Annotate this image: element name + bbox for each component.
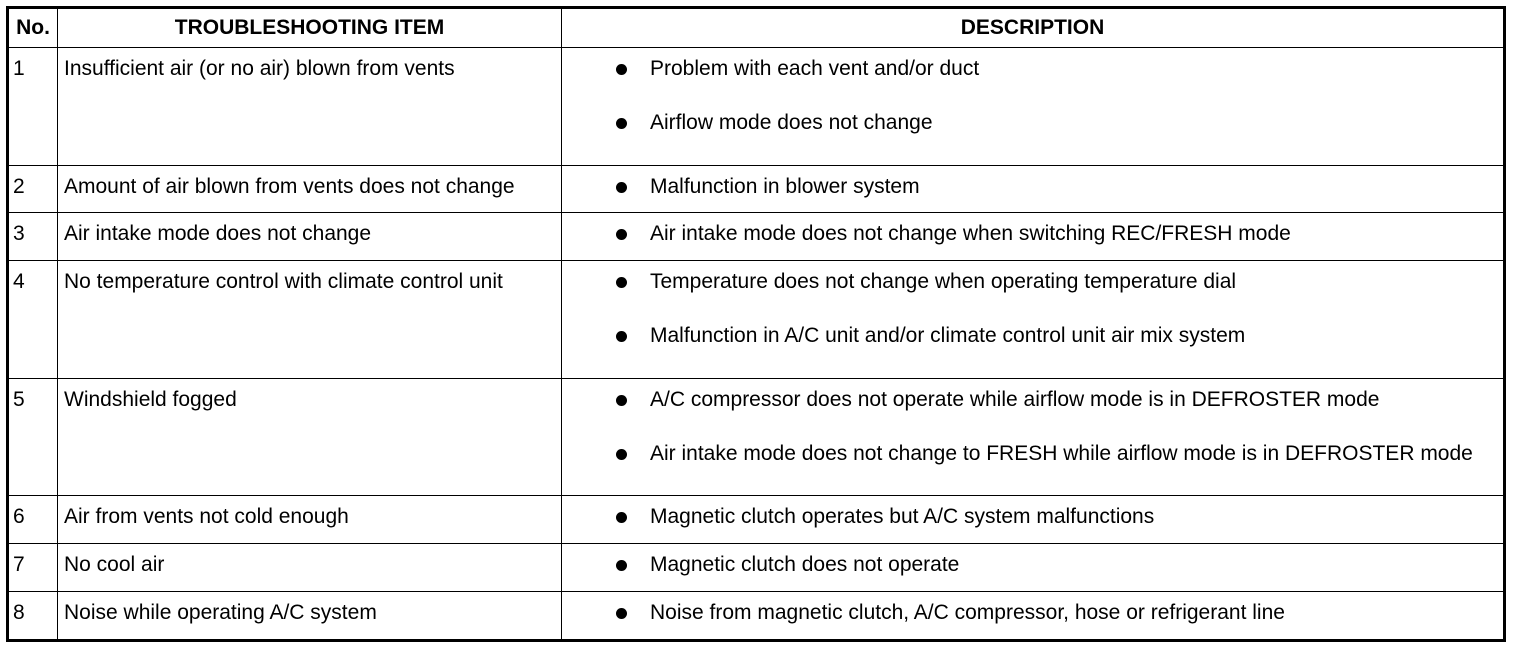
bullet-icon [616, 229, 627, 240]
description-cell [562, 48, 1505, 166]
troubleshooting-item: Air from vents not cold enough [58, 496, 562, 544]
description-cell [562, 544, 1505, 592]
table-row [8, 48, 1505, 166]
description-item [616, 54, 1497, 84]
description-item [616, 267, 1497, 297]
troubleshooting-item: No cool air [58, 544, 562, 592]
description-list [568, 267, 1497, 351]
troubleshooting-item: No temperature control with climate control unit [58, 261, 562, 379]
table-body [8, 48, 1505, 641]
description-text: Temperature does not change when operating temperature dial [650, 270, 1237, 294]
row-number: 6 [8, 496, 58, 544]
description-cell [562, 165, 1505, 213]
row-number: 1 [8, 48, 58, 166]
description-list [568, 172, 1497, 202]
bullet-icon [616, 608, 627, 619]
description-list [568, 219, 1497, 249]
description-text: Malfunction in A/C unit and/or climate control unit air mix system [650, 324, 1246, 348]
bullet-icon [616, 64, 627, 75]
description-text: Airflow mode does not change [650, 111, 933, 134]
description-text: Problem with each vent and/or duct [650, 57, 980, 80]
troubleshooting-item: Windshield fogged [58, 378, 562, 496]
bullet-icon [616, 331, 627, 342]
row-number: 7 [8, 544, 58, 592]
row-number: 2 [8, 165, 58, 213]
row-number: 8 [8, 591, 58, 640]
troubleshooting-item: Air intake mode does not change [58, 213, 562, 261]
description-list [568, 550, 1497, 580]
description-item [616, 598, 1497, 628]
description-cell [562, 496, 1505, 544]
troubleshooting-item: Insufficient air (or no air) blown from vents [58, 48, 562, 166]
description-item [616, 439, 1497, 469]
description-text: Air intake mode does not change to FRESH while airflow mode is in DEFROSTER mode [650, 441, 1473, 465]
description-item [616, 108, 1497, 138]
description-text: Noise from magnetic clutch, A/C compressor, hose or refrigerant line [650, 600, 1285, 624]
description-cell [562, 591, 1505, 640]
description-list [568, 54, 1497, 138]
table-row [8, 496, 1505, 544]
bullet-icon [616, 182, 627, 193]
bullet-icon [616, 560, 627, 571]
description-list [568, 598, 1497, 628]
description-item [616, 502, 1497, 532]
row-number: 4 [8, 261, 58, 379]
description-text: Malfunction in blower system [650, 174, 920, 198]
row-number: 3 [8, 213, 58, 261]
header-row [8, 8, 1505, 48]
description-item [616, 219, 1497, 249]
troubleshooting-item: Noise while operating A/C system [58, 591, 562, 640]
troubleshooting-table [6, 6, 1506, 642]
table-row [8, 261, 1505, 379]
header-description: DESCRIPTION [562, 8, 1505, 48]
table-row [8, 544, 1505, 592]
description-text: Magnetic clutch does not operate [650, 553, 960, 577]
header-troubleshooting-item: TROUBLESHOOTING ITEM [58, 8, 562, 48]
description-item [616, 172, 1497, 202]
bullet-icon [616, 512, 627, 523]
bullet-icon [616, 118, 627, 129]
description-text: A/C compressor does not operate while airflow mode is in DEFROSTER mode [650, 387, 1380, 411]
description-item [616, 321, 1497, 351]
troubleshooting-item: Amount of air blown from vents does not change [58, 165, 562, 213]
description-list [568, 385, 1497, 469]
description-cell [562, 213, 1505, 261]
bullet-icon [616, 277, 627, 288]
table-row [8, 591, 1505, 640]
description-text: Air intake mode does not change when switching REC/FRESH mode [650, 222, 1291, 246]
table-row [8, 165, 1505, 213]
table-row [8, 213, 1505, 261]
bullet-icon [616, 449, 627, 460]
description-list [568, 502, 1497, 532]
row-number: 5 [8, 378, 58, 496]
description-cell [562, 261, 1505, 379]
description-cell [562, 378, 1505, 496]
bullet-icon [616, 395, 627, 406]
table-row [8, 378, 1505, 496]
header-no: No. [8, 8, 58, 48]
description-item [616, 550, 1497, 580]
description-item [616, 385, 1497, 415]
description-text: Magnetic clutch operates but A/C system malfunctions [650, 505, 1155, 529]
